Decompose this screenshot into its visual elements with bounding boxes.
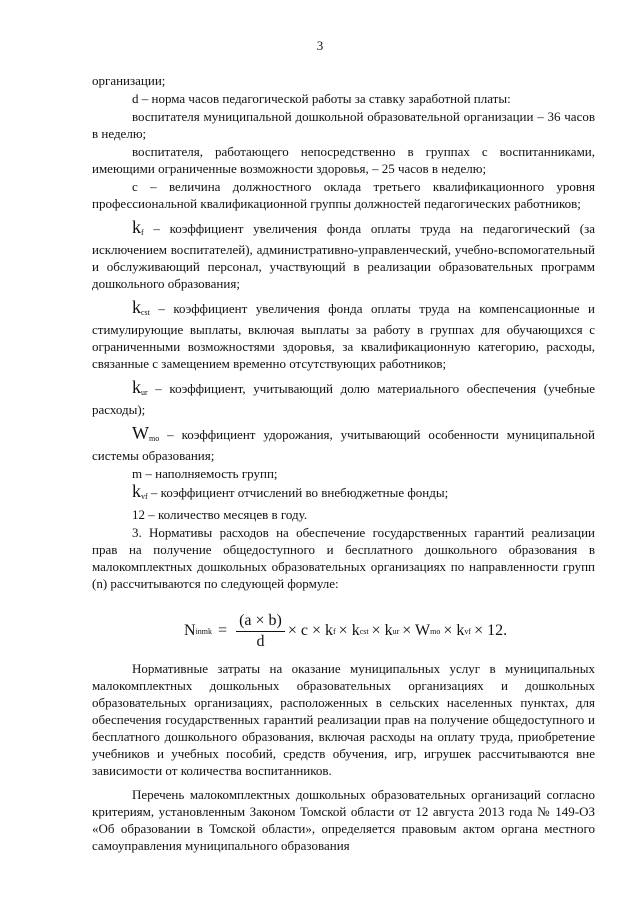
text-line: c – величина должностного оклада третьего квалификационного уровня профессиональной квалификационной группы должностей педагогических работников; (92, 179, 595, 211)
definitions-block (92, 72, 595, 593)
text-line: воспитателя муниципальной дошкольной образовательной организации – 36 часов в неделю; (92, 109, 595, 141)
text-line: воспитателя, работающего непосредственно в группах с воспитанниками, имеющими ограниченные возможности здоровья, – 25 часов в неделю; (92, 144, 595, 176)
definition-kvf: $k_{vf}$ – коэффициент отчислений во внебюджетные фонды; (132, 481, 449, 501)
formula-fraction: $\frac{(a \times b)}{d}$ (236, 612, 285, 651)
paragraph-3: 3. Нормативы расходов на обеспечение государственных гарантий реализации прав на получение общедоступного и бесплатного дошкольного образования в малокомплектных дошкольных образовательных организациях по направленности групп (n) рассчитываются по следующей формуле: (92, 525, 595, 591)
closing-paragraphs (92, 660, 595, 855)
formula: N in mk = $\frac{(a \times b)}{d}$ × c × k f × k cst × k ur × W mo × k vf × 12. (184, 611, 508, 650)
definition-months: 12 – количество месяцев в году. (132, 507, 308, 522)
definition-kcst: $k_{cst}$ – коэффициент увеличения фонда оплаты труда на компенсационные и стимулирующие выплаты, включая выплаты за работу в группах для обучающихся с ограниченными возможностями здоровья, за квалификационную категорию, расходы, связанные с замещением временно отсутствующих работников; (92, 297, 595, 371)
definition-kf: $k_f$ – коэффициент увеличения фонда оплаты труда на педагогический (за исключением воспитателей), административно-управленческий, учебно-вспомогательный и обслуживающий персонал, участвующий в реализации образовательных программ дошкольного образования; (92, 217, 595, 291)
text-line: d – норма часов педагогической работы за ставку заработной платы: (132, 91, 511, 106)
text-line: организации; (92, 73, 166, 88)
paragraph-list: Перечень малокомплектных дошкольных образовательных организаций согласно критериям, установленным Законом Томской области от 12 августа 2013 года № 149-ОЗ «Об образовании в Томской области», определяется правовым актом органа местного самоуправления муниципального образования (92, 787, 595, 853)
definition-wmo: $W_{mo}$ – коэффициент удорожания, учитывающий особенности муниципальной системы образования; (92, 423, 595, 463)
definition-kur: $k_{ur}$ – коэффициент, учитывающий долю материального обеспечения (учебные расходы); (92, 377, 595, 417)
paragraph-normative-costs: Нормативные затраты на оказание муниципальных услуг в муниципальных малокомплектных дошкольных образовательных организациях и дошкольных образовательных организациях, расположенных в сельских населенных пунктах, для обеспечения государственных гарантий реализации прав на получение общедоступного и бесплатного дошкольного образования, включая расходы на оплату труда, приобретение учебников и учебных пособий, средств обучения, игр, игрушек рассчитываются вне зависимости от количества воспитанников. (92, 661, 595, 778)
definition-m: m – наполняемость групп; (132, 466, 278, 481)
page-number: 3 (316, 38, 324, 53)
